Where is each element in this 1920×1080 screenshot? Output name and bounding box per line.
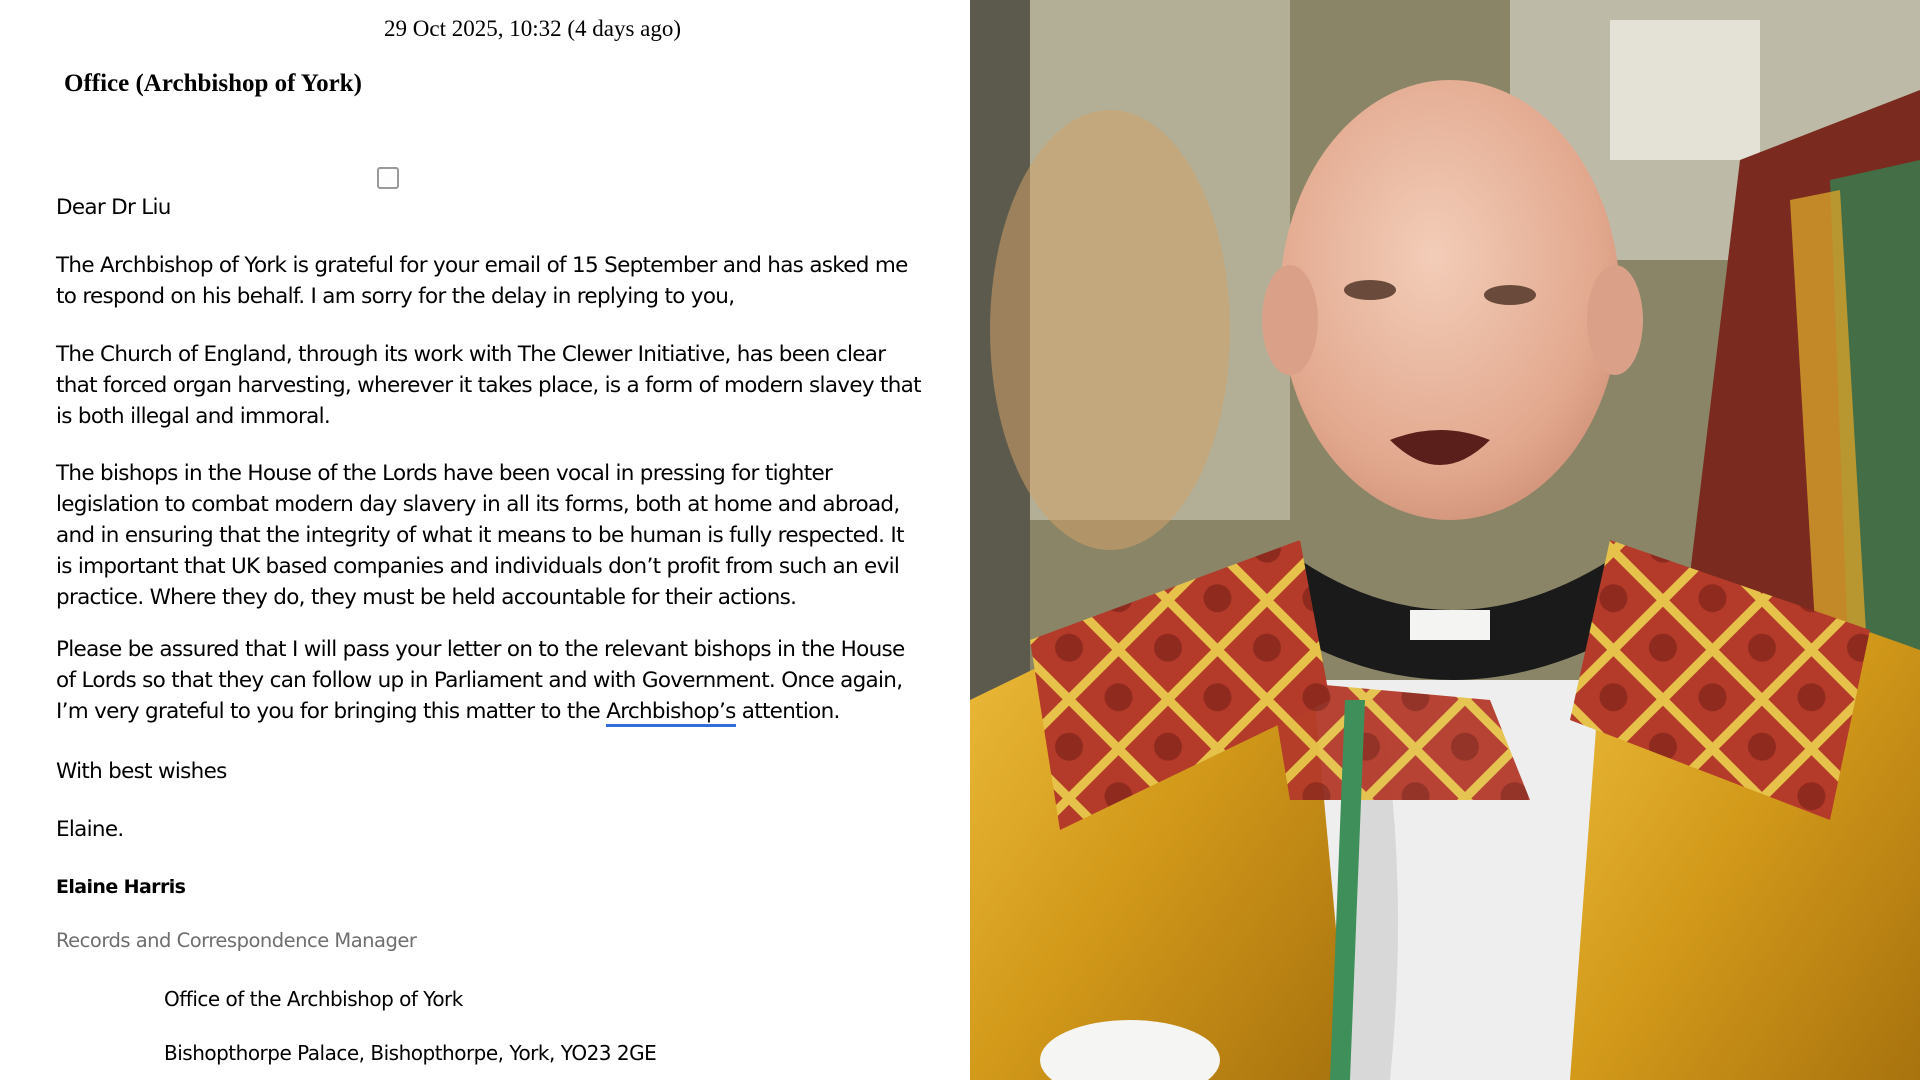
paragraph-line: The Church of England, through its work with The Clewer Initiative, has been clear <box>56 342 886 367</box>
paragraph-line: The bishops in the House of the Lords have been vocal in pressing for tighter <box>56 461 833 486</box>
address-line-2: Bishopthorpe Palace, Bishopthorpe, York, YO23 2GE <box>164 1041 657 1065</box>
archbishops-link[interactable]: Archbishop’s <box>606 699 735 727</box>
paragraph-2 <box>56 339 956 432</box>
paragraph-text: attention. <box>735 699 840 724</box>
paragraph-line: The Archbishop of York is grateful for your email of 15 September and has asked me <box>56 253 908 278</box>
archbishop-portrait-illustration <box>970 0 1920 1080</box>
paragraph-4 <box>56 634 956 727</box>
paragraph-line: practice. Where they do, they must be held accountable for their actions. <box>56 585 797 610</box>
paragraph-line: that forced organ harvesting, wherever it takes place, is a form of modern slavey that <box>56 373 921 398</box>
signature-title: Records and Correspondence Manager <box>56 929 417 952</box>
paragraph-line: to respond on his behalf. I am sorry for the delay in replying to you, <box>56 284 735 309</box>
paragraph-line: legislation to combat modern day slavery in all its forms, both at home and abroad, <box>56 492 900 517</box>
archbishop-photo <box>970 0 1920 1080</box>
paragraph-3 <box>56 458 956 613</box>
email-timestamp: 29 Oct 2025, 10:32 (4 days ago) <box>384 16 682 41</box>
signature-name: Elaine Harris <box>56 876 186 898</box>
signoff: Elaine. <box>56 817 124 842</box>
image-placeholder-icon <box>377 167 399 189</box>
salutation: Dear Dr Liu <box>56 195 171 220</box>
paragraph-text: I’m very grateful to you for bringing this matter to the <box>56 699 607 724</box>
paragraph-line: is both illegal and immoral. <box>56 404 330 429</box>
paragraph-line <box>56 696 956 727</box>
closing: With best wishes <box>56 759 227 784</box>
paragraph-line: of Lords so that they can follow up in Parliament and with Government. Once again, <box>56 668 903 693</box>
sender-office-title: Office (Archbishop of York) <box>64 70 362 97</box>
address-line-1: Office of the Archbishop of York <box>164 987 463 1011</box>
paragraph-line: Please be assured that I will pass your letter on to the relevant bishops in the House <box>56 637 905 662</box>
paragraph-1 <box>56 250 956 312</box>
paragraph-line: is important that UK based companies and individuals don’t profit from such an evil <box>56 554 900 579</box>
paragraph-line: and in ensuring that the integrity of what it means to be human is fully respected. It <box>56 523 904 548</box>
